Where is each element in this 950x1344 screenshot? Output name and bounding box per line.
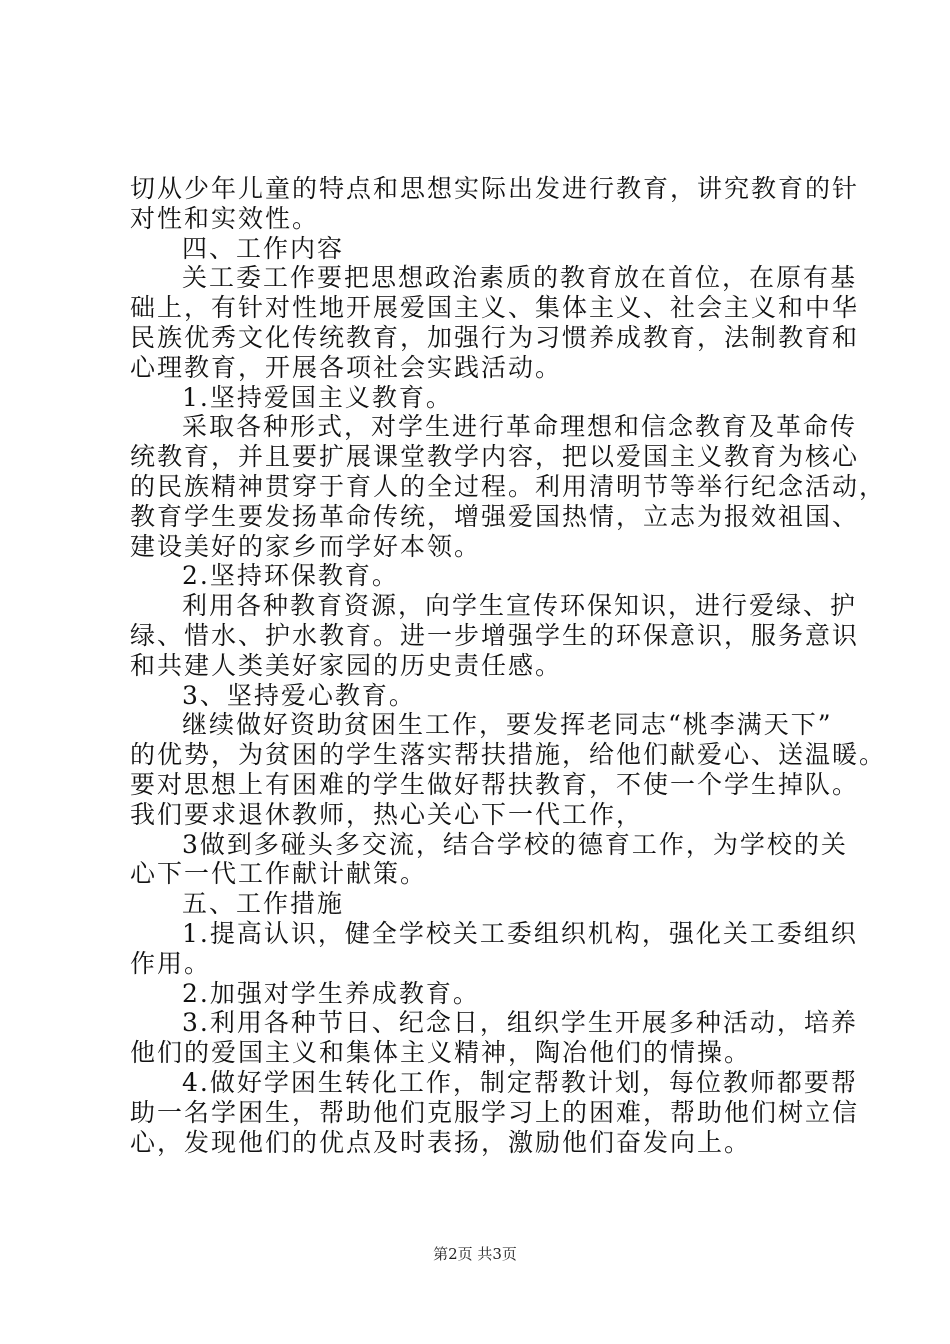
text-line: 心理教育，开展各项社会实践活动。	[130, 352, 563, 382]
page-footer: 第2页 共3页	[433, 1245, 517, 1263]
text-line: 民族优秀文化传统教育，加强行为习惯养成教育，法制教育和	[130, 322, 860, 352]
text-line: 1.提高认识，健全学校关工委组织机构，强化关工委组织	[182, 918, 858, 948]
text-line: 1.坚持爱国主义教育。	[182, 382, 453, 412]
text-line: 绿、惜水、护水教育。进一步增强学生的环保意识，服务意识	[130, 620, 860, 650]
document-body	[130, 174, 887, 1157]
text-line: 五、工作措施	[182, 889, 345, 919]
text-line: 的优势，为贫困的学生落实帮扶措施，给他们献爱心、送温暖。	[130, 740, 887, 770]
text-line: 四、工作内容	[182, 233, 345, 263]
text-line: 3.利用各种节日、纪念日，组织学生开展多种活动，培养	[182, 1008, 858, 1038]
text-line: 要对思想上有困难的学生做好帮扶教育，不使一个学生掉队。	[130, 769, 860, 799]
text-line: 利用各种教育资源，向学生宣传环保知识，进行爱绿、护	[182, 591, 858, 621]
text-line: 的民族精神贯穿于育人的全过程。利用清明节等举行纪念活动，	[130, 471, 887, 501]
text-line: 2.坚持环保教育。	[182, 561, 399, 591]
text-line: 3做到多碰头多交流，结合学校的德育工作，为学校的关	[182, 829, 848, 859]
text-line: 继续做好资助贫困生工作，要发挥老同志“桃李满天下”	[182, 710, 833, 740]
text-line: 教育学生要发扬革命传统，增强爱国热情，立志为报效祖国、	[130, 501, 860, 531]
text-line: 3、坚持爱心教育。	[182, 680, 416, 710]
text-line: 心，发现他们的优点及时表扬，激励他们奋发向上。	[130, 1127, 752, 1157]
text-line: 建设美好的家乡而学好本领。	[130, 531, 482, 561]
text-line: 2.加强对学生养成教育。	[182, 978, 480, 1008]
text-line: 和共建人类美好家园的历史责任感。	[130, 650, 563, 680]
text-line: 础上，有针对性地开展爱国主义、集体主义、社会主义和中华	[130, 293, 860, 323]
text-line: 我们要求退休教师，热心关心下一代工作，	[130, 799, 644, 829]
text-line: 统教育，并且要扩展课堂教学内容，把以爱国主义教育为核心	[130, 442, 860, 472]
text-line: 他们的爱国主义和集体主义精神，陶冶他们的情操。	[130, 1038, 752, 1068]
text-line: 切从少年儿童的特点和思想实际出发进行教育，讲究教育的针	[130, 174, 860, 203]
text-line: 采取各种形式，对学生进行革命理想和信念教育及革命传	[182, 412, 858, 442]
text-line: 4.做好学困生转化工作，制定帮教计划，每位教师都要帮	[182, 1067, 858, 1097]
text-line: 作用。	[130, 948, 212, 978]
text-line: 助一名学困生，帮助他们克服学习上的困难，帮助他们树立信	[130, 1097, 860, 1127]
text-line: 关工委工作要把思想政治素质的教育放在首位，在原有基	[182, 263, 858, 293]
text-line: 对性和实效性。	[130, 203, 320, 233]
text-line: 心下一代工作献计献策。	[130, 859, 428, 889]
